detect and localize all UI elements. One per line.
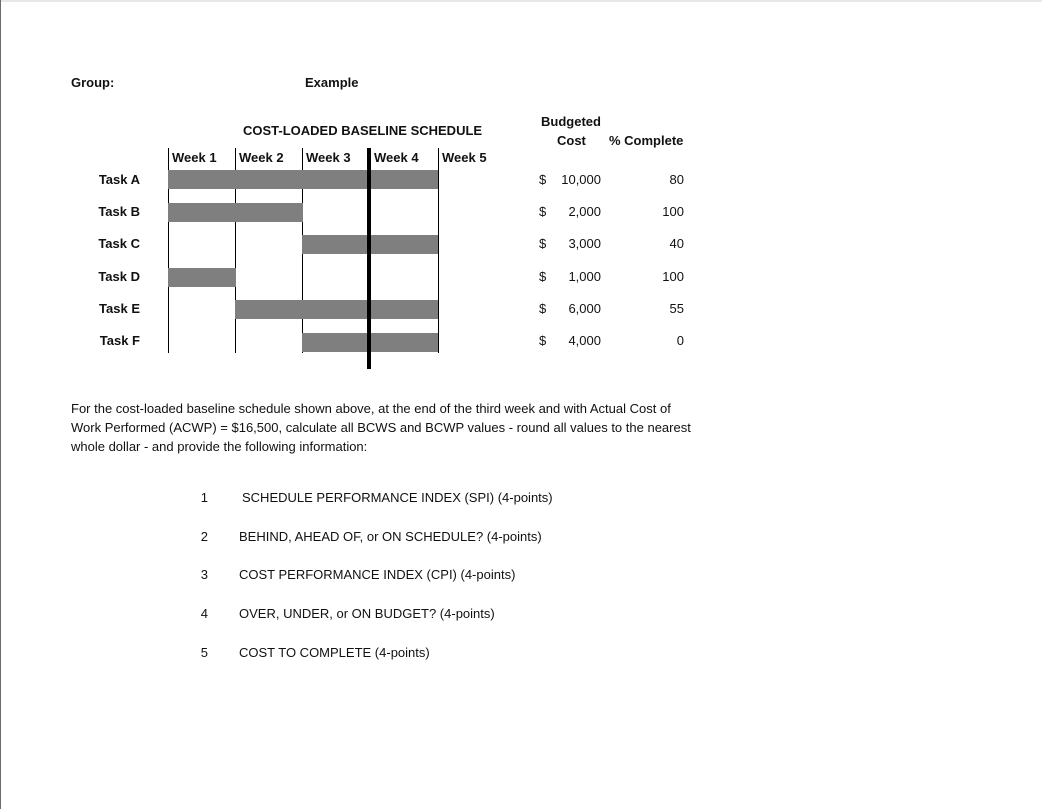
percent-complete-value: 80: [669, 172, 684, 187]
question-number: 3: [200, 567, 208, 582]
question-text: SCHEDULE PERFORMANCE INDEX (SPI) (4-points): [242, 490, 553, 505]
task-name: Task A: [98, 172, 140, 187]
question-text: BEHIND, AHEAD OF, or ON SCHEDULE? (4-points): [239, 529, 542, 544]
task-bar: [370, 300, 438, 319]
currency-symbol: $: [539, 333, 547, 348]
question-text: OVER, UNDER, or ON BUDGET? (4-points): [239, 606, 495, 621]
task-bar: [370, 235, 438, 254]
percent-complete-value: 55: [669, 300, 684, 316]
cost-value: 1,000: [568, 268, 601, 284]
budgeted-cost: [539, 204, 601, 219]
task-name: Task D: [98, 268, 140, 284]
task-bar: [302, 170, 370, 189]
question-number: 1: [200, 490, 208, 505]
task-bar: [235, 203, 303, 222]
task-bar: [235, 300, 303, 319]
percent-complete-header: % Complete: [609, 133, 684, 148]
week-gridline: [438, 148, 439, 353]
task-name: Task B: [98, 204, 140, 220]
cost-value: 3,000: [568, 236, 601, 252]
page-left-border: [0, 0, 1, 809]
cost-value: 6,000: [568, 300, 601, 316]
percent-complete-value: 100: [662, 204, 684, 220]
cost-header: Cost: [557, 133, 586, 148]
budgeted-cost: [539, 269, 601, 284]
task-bar: [370, 170, 438, 189]
percent-complete-value: 0: [676, 333, 684, 348]
cost-value: 10,000: [561, 172, 601, 187]
cost-value: 2,000: [568, 204, 601, 220]
week-label: Week 1: [172, 150, 217, 165]
question-number: 5: [200, 645, 208, 660]
currency-symbol: $: [539, 172, 547, 187]
currency-symbol: $: [539, 300, 547, 316]
task-bar: [302, 235, 370, 254]
schedule-title: COST-LOADED BASELINE SCHEDULE: [243, 123, 483, 138]
task-bar: [168, 268, 236, 287]
page-top-border: [1, 0, 1042, 2]
week-label: Week 2: [239, 150, 284, 165]
week-label: Week 3: [306, 150, 351, 165]
task-bar: [302, 333, 370, 352]
budgeted-cost: [539, 172, 601, 187]
budgeted-cost: [539, 236, 601, 251]
budgeted-cost: [539, 301, 601, 316]
question-text: COST PERFORMANCE INDEX (CPI) (4-points): [239, 567, 516, 582]
question-text: COST TO COMPLETE (4-points): [239, 645, 430, 660]
currency-symbol: $: [539, 268, 547, 284]
question-number: 4: [200, 606, 208, 621]
question-number: 2: [200, 529, 208, 544]
task-bar: [235, 170, 303, 189]
instructions-paragraph: For the cost-loaded baseline schedule shown above, at the end of the third week and with Actual Cost of Work Performed (ACWP) = $16,500, calculate all BCWS and BCWP values - round all values to the nearest whole dollar - and provide the following information:: [71, 401, 691, 454]
example-label: Example: [305, 75, 359, 90]
percent-complete-value: 100: [662, 268, 684, 284]
task-name: Task E: [99, 300, 140, 316]
budgeted-cost: [539, 333, 601, 348]
task-bar: [370, 333, 438, 352]
currency-symbol: $: [539, 236, 547, 252]
end-of-week-3-status-line: [367, 148, 371, 369]
task-bar: [168, 203, 236, 222]
week-label: Week 4: [374, 150, 419, 165]
task-name: Task F: [99, 333, 140, 348]
gantt-chart: [168, 148, 487, 353]
percent-complete-value: 40: [669, 236, 684, 252]
task-bar: [168, 170, 236, 189]
task-bar: [302, 300, 370, 319]
currency-symbol: $: [539, 204, 547, 220]
week-label: Week 5: [442, 150, 487, 165]
budgeted-header: Budgeted: [541, 114, 601, 129]
cost-value: 4,000: [568, 333, 601, 348]
group-label: Group:: [71, 75, 115, 90]
task-name: Task C: [98, 236, 140, 252]
